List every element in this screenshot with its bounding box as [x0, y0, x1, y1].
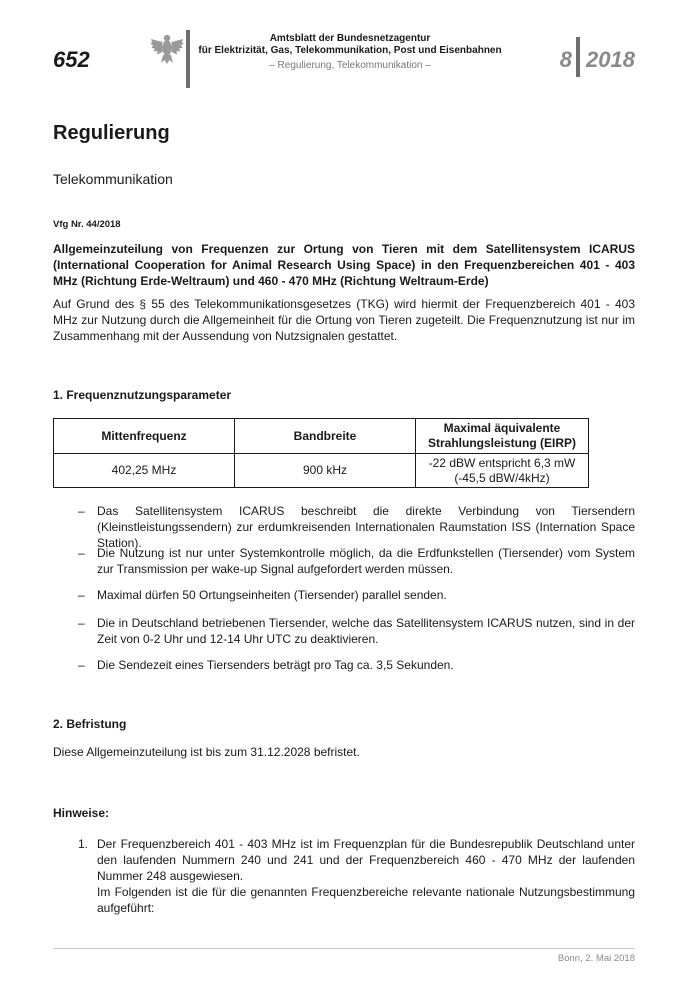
header-divider	[186, 30, 190, 88]
list-item	[53, 503, 635, 550]
page-number: 652	[53, 47, 90, 72]
section2-heading: 2. Befristung	[53, 717, 127, 731]
table-header-row	[54, 419, 589, 454]
bullet-dash: –	[78, 504, 85, 518]
list-item	[53, 657, 635, 673]
table-header-line: Maximal äquivalente	[443, 421, 561, 435]
befristung-text: Diese Allgemeinzuteilung ist bis zum 31.12.2028 befristet.	[53, 745, 360, 759]
journal-subtitle: für Elektrizität, Gas, Telekommunikation, Post und Eisenbahnen	[198, 45, 502, 56]
intro-paragraph: Auf Grund des § 55 des Telekommunikationsgesetzes (TKG) wird hiermit der Frequenzbereich 401 - 403 MHz zur Nutzung durch die Allgemeinheit für die Ortung von Tieren zugeteilt. Die Frequenznutzung ist nur im Zusammenhang mit der Aussendung von Nutzsignalen gestattet.	[53, 297, 635, 343]
hinweis-paragraph: Der Frequenzbereich 401 - 403 MHz ist im Frequenzplan für die Bundesrepublik Deutschland unter den laufenden Nummern 240 und 241 und der Frequenzbereich 460 - 470 MHz der laufenden Nummer 248 ausgewiesen.	[97, 837, 635, 883]
issue-number: 8	[559, 47, 572, 72]
document-title: Allgemeinzuteilung von Frequenzen zur Ortung von Tieren mit dem Satellitensystem ICARUS (International Cooperation for Animal Research Using Space) in den Frequenzbereichen 401 - 403 MHz (Richtung Erde-Weltraum) und 460 - 470 MHz (Richtung Weltraum-Erde)	[53, 242, 635, 288]
table-header-line: Strahlungsleistung (EIRP)	[427, 436, 576, 450]
list-item	[53, 587, 635, 603]
hinweis-number: 1.	[78, 837, 89, 851]
bullet-dash: –	[78, 546, 85, 560]
hinweis-paragraph: Im Folgenden ist die für die genannten Frequenzbereiche relevante nationale Nutzungsbestimmung aufgeführt:	[97, 885, 635, 915]
section1-heading: 1. Frequenznutzungsparameter	[53, 388, 232, 402]
journal-title: Amtsblatt der Bundesnetzagentur	[269, 33, 431, 44]
hinweise-heading: Hinweise:	[53, 806, 110, 820]
table-cell	[416, 454, 589, 488]
hinweis-item	[53, 836, 635, 916]
table-header-cell	[416, 419, 589, 454]
vfg-number: Vfg Nr. 44/2018	[53, 219, 121, 230]
table-cell-line: -22 dBW entspricht 6,3 mW	[428, 455, 576, 470]
bullet-dash: –	[78, 658, 85, 672]
bullet-text: Maximal dürfen 50 Ortungseinheiten (Tiersender) parallel senden.	[97, 588, 447, 602]
table-cell: 402,25 MHz	[54, 454, 235, 488]
list-item	[53, 615, 635, 647]
table-cell-line: (-45,5 dBW/4kHz)	[454, 470, 550, 485]
footer-place-date: Bonn, 2. Mai 2018	[557, 953, 635, 964]
section-title: Regulierung	[53, 122, 170, 144]
bullet-text: Die in Deutschland betriebenen Tiersender, welche das Satellitensystem ICARUS nutzen, sind in der Zeit von 0-2 Uhr und 12-14 Uhr UTC zu deaktivieren.	[97, 616, 635, 646]
issue-year: 2018	[586, 47, 635, 72]
frequency-table	[53, 418, 589, 488]
table-row	[54, 454, 589, 488]
hinweis-text	[97, 836, 635, 916]
bullet-text: Die Nutzung ist nur unter Systemkontrolle möglich, da die Erdfunkstellen (Tiersender) vom System zur Transmission per wake-up Signal aufgefordert werden müssen.	[97, 546, 635, 576]
bullet-dash: –	[78, 588, 85, 602]
bullet-text: Die Sendezeit eines Tiersenders beträgt pro Tag ca. 3,5 Sekunden.	[97, 658, 454, 672]
table-header-cell: Bandbreite	[235, 419, 416, 454]
table-header-cell: Mittenfrequenz	[54, 419, 235, 454]
journal-section: – Regulierung, Telekommunikation –	[269, 60, 431, 71]
bullet-text: Das Satellitensystem ICARUS beschreibt die direkte Verbindung von Tiersendern (Kleinstleistungssendern) zur erdumkreisenden Internationalen Raumstation ISS (Internation Space Station).	[97, 504, 635, 550]
federal-eagle-icon	[150, 32, 184, 66]
bullet-dash: –	[78, 616, 85, 630]
table-cell: 900 kHz	[235, 454, 416, 488]
issue-divider	[576, 37, 580, 77]
footer-divider	[53, 948, 635, 949]
subsection-title: Telekommunikation	[53, 171, 173, 187]
list-item	[53, 545, 635, 577]
